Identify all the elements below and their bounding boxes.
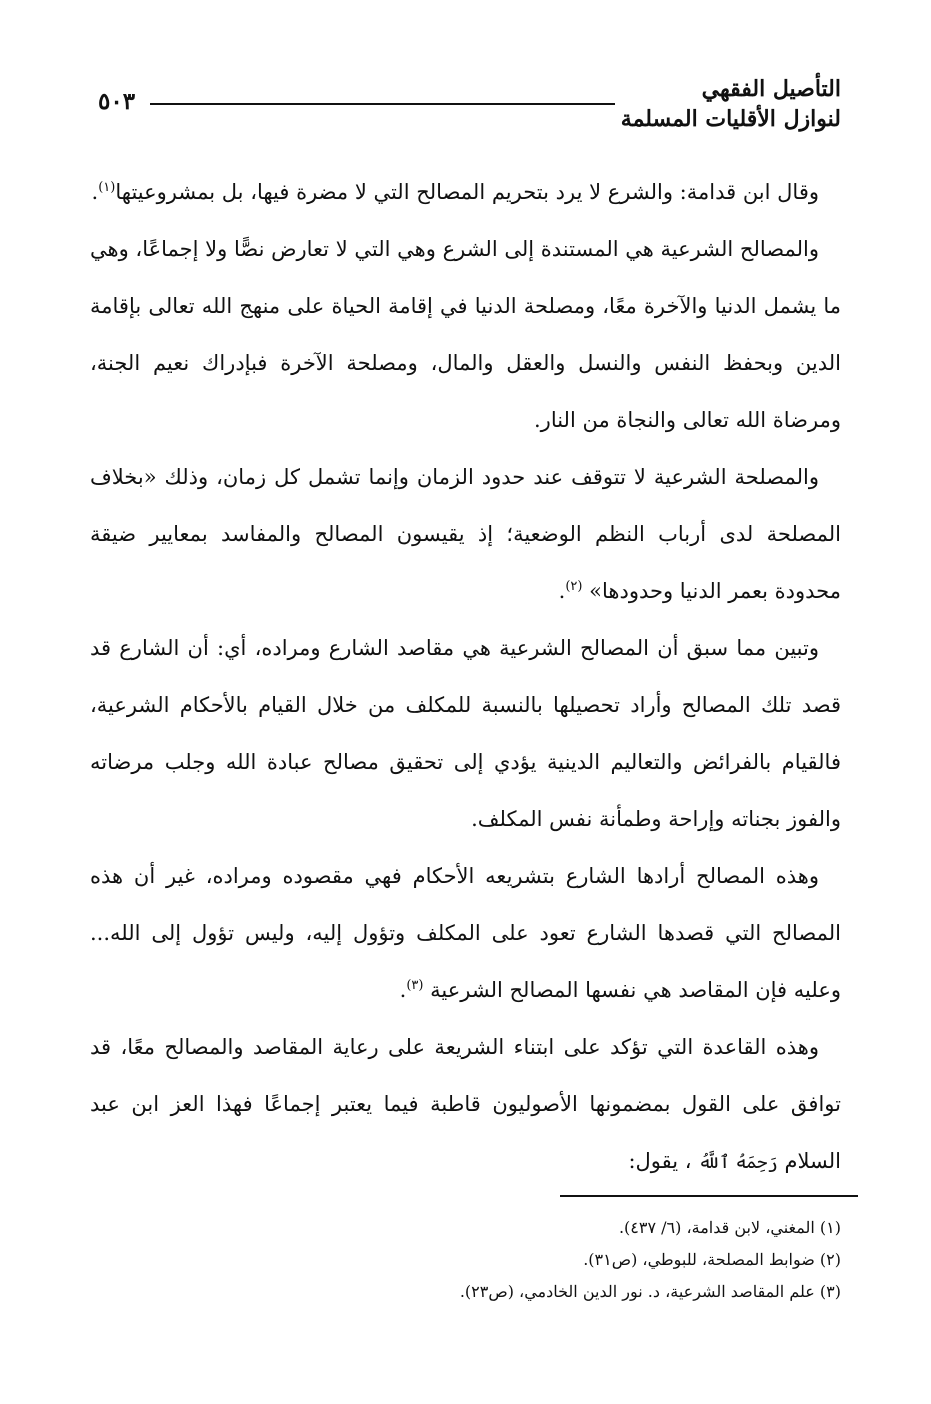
running-header-title xyxy=(621,74,841,134)
paragraph-1-end: . xyxy=(91,180,99,204)
paragraph-6 xyxy=(90,1019,841,1191)
footnote-2: (٢) ضوابط المصلحة، للبوطي، (ص٣١). xyxy=(583,1250,841,1269)
honorific-phrase: رَحِمَهُ ٱللَّهُ xyxy=(698,1152,778,1173)
header-title-line-2: لنوازل الأقليات المسلمة xyxy=(620,106,841,132)
paragraph-1-text: وقال ابن قدامة: والشرع لا يرد بتحريم المصالح التي لا مضرة فيها، بل بمشروعيتها xyxy=(115,180,819,204)
footnote-ref-3: (٣) xyxy=(406,978,424,993)
main-text xyxy=(90,164,841,1191)
paragraph-5-end: . xyxy=(399,978,407,1002)
paragraph-2: والمصالح الشرعية هي المستندة إلى الشرع وهي التي لا تعارض نصًّا ولا إجماعًا، وهي ما يشمل الدنيا والآخرة معًا، ومصلحة الدنيا في إقامة الحياة على منهج الله تعالى بإقامة الدين وبحفظ النفس والنسل والعقل والمال، ومصلحة الآخرة فبإدراك نعيم الجنة، ومرضاة الله تعالى والنجاة من النار. xyxy=(90,237,841,432)
footnote-separator xyxy=(560,1195,858,1197)
paragraph-4: وتبين مما سبق أن المصالح الشرعية هي مقاصد الشارع ومراده، أي: أن الشارع قد قصد تلك المصالح وأراد تحصيلها بالنسبة للمكلف من خلال القيام بالأحكام الشرعية، فالقيام بالفرائض والتعاليم الدينية يؤدي إلى تحقيق مصالح عبادة الله وجلب مرضاته والفوز بجناته وإراحة وطمأنة نفس المكلف. xyxy=(90,636,841,831)
paragraph-6-end: ، يقول: xyxy=(628,1149,692,1173)
paragraph-3-text: والمصلحة الشرعية لا تتوقف عند حدود الزمان وإنما تشمل كل زمان، وذلك «بخلاف المصلحة لدى أرباب النظم الوضعية؛ إذ يقيسون المصالح والمفاسد بمعايير ضيقة محدودة بعمر الدنيا وحدودها» xyxy=(90,465,841,603)
footnote-1: (١) المغني، لابن قدامة، (٦/ ٤٣٧). xyxy=(618,1218,841,1237)
paragraph-3-end: . xyxy=(558,579,566,603)
footnote-ref-1: (١) xyxy=(98,180,116,195)
footnote-3: (٣) علم المقاصد الشرعية، د. نور الدين الخادمي، (ص٢٣). xyxy=(459,1282,841,1301)
page-number: ٥٠٣ xyxy=(98,88,136,115)
header-rule xyxy=(150,103,615,105)
footnotes xyxy=(460,1212,841,1308)
paragraph-5-text: وهذه المصالح أرادها الشارع بتشريعه الأحكام فهي مقصوده ومراده، غير أن هذه المصالح التي قصدها الشارع تعود على المكلف وتؤول إليه، وليس تؤول إلى الله... وعليه فإن المقاصد هي نفسها المصالح الشرعية xyxy=(90,864,841,1002)
paragraph-5 xyxy=(90,848,841,1019)
paragraph-6-text: وهذه القاعدة التي تؤكد على ابتناء الشريعة على رعاية المقاصد والمصالح معًا، قد توافق على القول بمضمونها الأصوليون قاطبة فيما يعتبر إجماعًا فهذا العز ابن عبد السلام xyxy=(90,1035,841,1173)
paragraph-1 xyxy=(90,164,841,221)
footnote-ref-2: (٢) xyxy=(565,579,583,594)
header-title-line-1: التأصيل الفقهي xyxy=(701,76,841,102)
paragraph-3 xyxy=(90,449,841,620)
